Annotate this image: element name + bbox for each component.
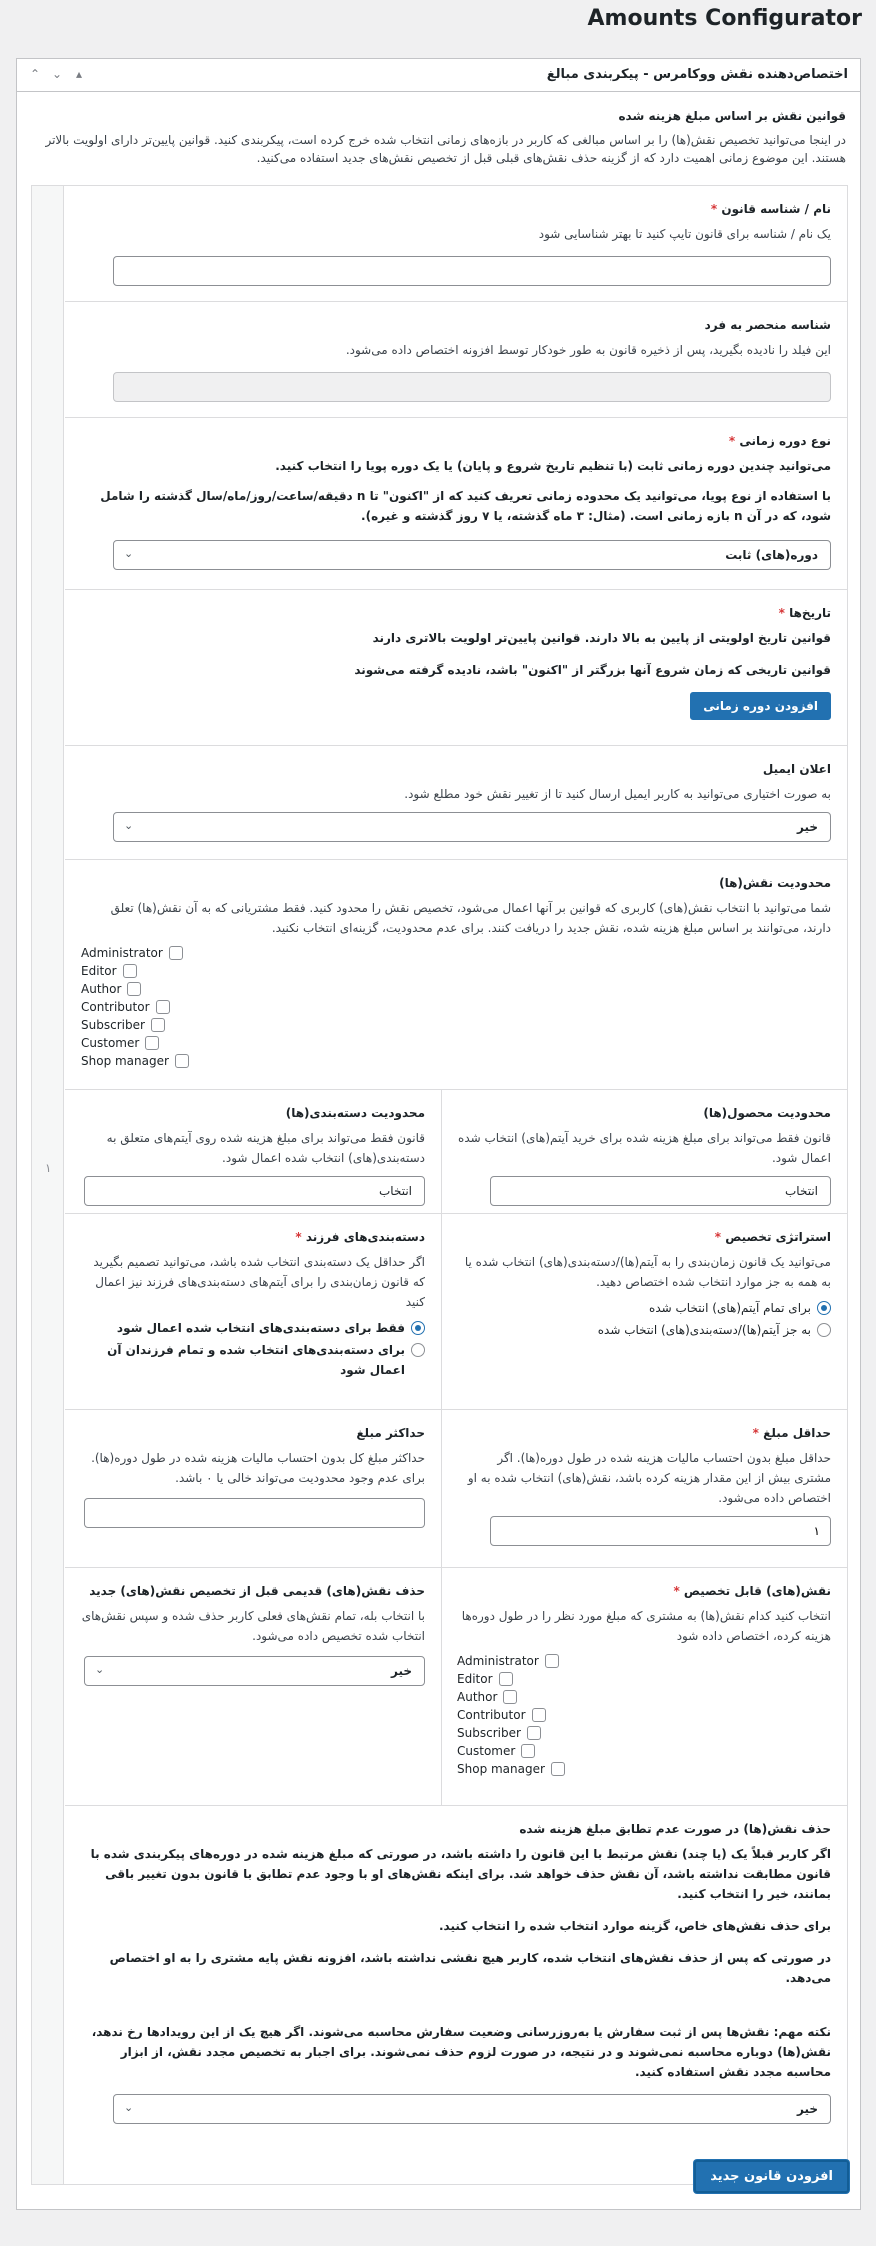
- toggle-panel-icon[interactable]: ▴: [75, 67, 83, 81]
- assign-role-option[interactable]: Contributor: [457, 1706, 831, 1724]
- dates-label: تاریخ‌ها *: [778, 606, 831, 620]
- field-roles-limit: [65, 860, 847, 1090]
- radio[interactable]: [817, 1323, 831, 1337]
- intro-section: [31, 109, 846, 167]
- intro-text: در اینجا می‌توانید تخصیص نقش(ها) را بر اساس مبالغی که کاربر در بازه‌های زمانی انتخاب شده خرج کرده است، پیکربندی کنید. قوانین پایین‌تر دارای اولویت بالاتر هستند. این موضوع زمانی اهمیت دارد که از گزینه حذف نقش‌های قبلی قبل از تخصیص نقش‌های جدید استفاده می‌کنید.: [45, 133, 846, 165]
- remove-mismatch-desc-3: در صورتی که پس از حذف نقش‌های انتخاب شده، کاربر هیچ نقشی نداشته باشد، افزونه نقش پایه مشتری را به او اختصاص می‌دهد.: [109, 1951, 831, 1985]
- field-category-limit: [65, 1090, 441, 1214]
- add-new-rule-button[interactable]: افزودن قانون جدید: [694, 2160, 849, 2193]
- remove-mismatch-desc-1: اگر کاربر قبلاً یک (یا چند) نقش مرتبط با این قانون را داشته باشد، در صورتی که مبلغ هزینه شده در دوره‌های پیکربندی شده با قانون مطابقت نداشته باشد، آن نقش حذف خواهد شد. برای اینکه نقش‌های او با وجود عدم تطابق با قانون بدون تغییر باقی بمانند، خیر را انتخاب کنید.: [90, 1847, 831, 1901]
- roles-limit-option[interactable]: Administrator: [81, 944, 831, 962]
- intro-heading: قوانین نقش بر اساس مبلغ هزینه شده: [618, 109, 846, 123]
- remove-mismatch-value: خیر: [796, 2102, 818, 2116]
- chevron-down-icon: ⌄: [124, 2101, 134, 2114]
- child-cats-desc: اگر حداقل یک دسته‌بندی انتخاب شده باشد، می‌توانید تصمیم بگیرید که قانون زمان‌بندی را برای آیتم‌های دسته‌بندی‌های فرزند نیز اعمال کنید: [93, 1255, 425, 1309]
- checkbox[interactable]: [532, 1708, 546, 1722]
- postbox-header: [17, 59, 860, 92]
- rule-name-desc: یک نام / شناسه برای قانون تایپ کنید تا بهتر شناسایی شود: [538, 227, 831, 241]
- checkbox[interactable]: [175, 1054, 189, 1068]
- min-amount-desc: حداقل مبلغ بدون احتساب مالیات هزینه شده در طول دوره(ها). اگر مشتری بیش از این مقدار هزینه کرده باشد، نقش(های) انتخاب شده به او اختصاص داده می‌شود.: [467, 1451, 831, 1505]
- child-cats-label: دسته‌بندی‌های فرزند *: [295, 1230, 425, 1244]
- rule-name-input[interactable]: [113, 256, 831, 286]
- period-type-label: نوع دوره زمانی *: [728, 434, 831, 448]
- checkbox[interactable]: [127, 982, 141, 996]
- rule-gutter: [32, 186, 64, 2184]
- assign-role-option[interactable]: Customer: [457, 1742, 831, 1760]
- move-up-icon[interactable]: ⌃: [29, 67, 41, 81]
- move-down-icon[interactable]: ⌄: [51, 67, 63, 81]
- roles-limit-option[interactable]: Contributor: [81, 998, 831, 1016]
- strategy-label: استراتژی تخصیص *: [714, 1230, 831, 1244]
- radio[interactable]: [817, 1301, 831, 1315]
- unique-id-label: شناسه منحصر به فرد: [704, 318, 831, 332]
- amounts-postbox: [16, 58, 861, 2210]
- roles-limit-option[interactable]: Customer: [81, 1034, 831, 1052]
- assign-role-option[interactable]: Subscriber: [457, 1724, 831, 1742]
- chevron-down-icon: ⌄: [124, 547, 134, 560]
- roles-limit-option[interactable]: Author: [81, 980, 831, 998]
- column-divider: [441, 1090, 442, 1806]
- rule-container: [31, 185, 848, 2185]
- checkbox[interactable]: [521, 1744, 535, 1758]
- rule-index: ۱: [45, 1161, 52, 1175]
- remove-mismatch-note: نکته مهم: نقش‌ها پس از ثبت سفارش یا به‌روزرسانی وضعیت سفارش محاسبه می‌شوند. اگر هیچ یک از این رویدادها رخ ندهد، نقش(ها) دوباره محاسبه نمی‌شوند و در نتیجه، در صورت لزوم حذف نمی‌شوند. برای اجبار به تخصیص مجدد نقش، از ابزار محاسبه مجدد نقش استفاده کنید.: [91, 2025, 831, 2079]
- checkbox[interactable]: [169, 946, 183, 960]
- radio[interactable]: [411, 1343, 425, 1357]
- email-desc: به صورت اختیاری می‌توانید به کاربر ایمیل ارسال کنید تا از تغییر نقش خود مطلع شود.: [404, 787, 831, 801]
- assign-role-option[interactable]: Author: [457, 1688, 831, 1706]
- unique-id-desc: این فیلد را نادیده بگیرید، پس از ذخیره قانون به طور خودکار توسط افزونه اختصاص داده می‌شود.: [345, 343, 831, 357]
- radio[interactable]: [411, 1321, 425, 1335]
- remove-mismatch-label: حذف نقش(ها) در صورت عدم تطابق مبلغ هزینه شده: [519, 1822, 831, 1836]
- field-strategy: [441, 1214, 847, 1410]
- strategy-desc: می‌توانید یک قانون زمان‌بندی را به آیتم(ها)/دسته‌بندی(های) انتخاب شده یا به همه به جز موارد انتخاب شده اختصاص دهید.: [464, 1255, 831, 1289]
- field-child-categories: [65, 1214, 441, 1410]
- assign-role-option[interactable]: Editor: [457, 1670, 831, 1688]
- field-rule-name: [65, 186, 847, 302]
- checkbox[interactable]: [545, 1654, 559, 1668]
- postbox-title: اختصاص‌دهنده نقش ووکامرس - پیکربندی مبالغ: [546, 67, 848, 82]
- roles-limit-option[interactable]: Subscriber: [81, 1016, 831, 1034]
- field-unique-id: [65, 302, 847, 418]
- roles-limit-option[interactable]: Editor: [81, 962, 831, 980]
- field-email-notification: [65, 746, 847, 860]
- dates-desc-2: قوانین تاریخی که زمان شروع آنها بزرگتر از "اکنون" باشد، نادیده گرفته می‌شوند: [354, 663, 831, 677]
- assign-roles-label: نقش(های) قابل تخصیص *: [673, 1584, 831, 1598]
- checkbox[interactable]: [151, 1018, 165, 1032]
- roles-limit-desc: شما می‌توانید با انتخاب نقش(های) کاربری که قوانین بر آنها اعمال می‌شود، تخصیص نقش را محدود کنید. فقط مشتریانی که به آن نقش(ها) تعلق دارند، می‌توانند بر اساس مبلغ هزینه شده، نقش جدید را دریافت کنند. برای عدم محدودیت، گزینه‌ای انتخاب نکنید.: [110, 901, 831, 935]
- min-amount-input[interactable]: [490, 1516, 831, 1546]
- strategy-option-selected[interactable]: برای تمام آیتم(های) انتخاب شده: [457, 1298, 831, 1318]
- max-amount-desc: حداکثر مبلغ کل بدون احتساب مالیات هزینه شده در طول دوره(ها). برای عدم وجود محدودیت می‌تواند خالی یا ۰ باشد.: [91, 1451, 425, 1485]
- min-amount-label: حداقل مبلغ *: [752, 1426, 831, 1440]
- field-assign-roles: [441, 1568, 847, 1806]
- assign-role-option[interactable]: Shop manager: [457, 1760, 831, 1778]
- assign-role-option[interactable]: Administrator: [457, 1652, 831, 1670]
- postbox-controls: [27, 67, 87, 81]
- period-type-desc-2: با استفاده از نوع پویا، می‌توانید یک محدوده زمانی تعریف کنید که از "اکنون" تا n دقیقه/ساعت/روز/ماه/سال گذشته را شامل شود، که در آن n بازه زمانی است. (مثال: ۳ ماه گذشته، یا ۷ روز گذشته و غیره).: [100, 489, 831, 523]
- roles-limit-list: [81, 944, 831, 1070]
- field-remove-old-roles: [65, 1568, 441, 1806]
- period-type-value: دوره(های) ثابت: [725, 548, 818, 562]
- page-title: Amounts Configurator: [587, 6, 862, 31]
- email-value: خیر: [796, 820, 818, 834]
- email-label: اعلان ایمیل: [762, 762, 831, 776]
- remove-old-desc: با انتخاب بله، تمام نقش‌های فعلی کاربر حذف شده و سپس نقش‌های انتخاب شده تخصیص داده می‌شود.: [81, 1609, 425, 1643]
- remove-mismatch-desc-2: برای حذف نقش‌های خاص، گزینه موارد انتخاب شده را انتخاب کنید.: [439, 1919, 831, 1933]
- remove-old-value: خیر: [390, 1664, 412, 1678]
- assign-roles-list: [457, 1652, 831, 1778]
- max-amount-input[interactable]: [84, 1498, 425, 1528]
- checkbox[interactable]: [551, 1762, 565, 1776]
- checkbox[interactable]: [527, 1726, 541, 1740]
- checkbox[interactable]: [123, 964, 137, 978]
- field-max-amount: [65, 1410, 441, 1568]
- period-type-desc-1: می‌توانید چندین دوره زمانی ثابت (با تنظیم تاریخ شروع و پایان) یا یک دوره پویا را انتخاب کنید.: [275, 459, 831, 473]
- category-limit-select[interactable]: انتخاب: [84, 1176, 425, 1206]
- checkbox[interactable]: [145, 1036, 159, 1050]
- roles-limit-option[interactable]: Shop manager: [81, 1052, 831, 1070]
- child-cats-option-only[interactable]: فقط برای دسته‌بندی‌های انتخاب شده اعمال شود: [81, 1318, 425, 1338]
- strategy-option-except[interactable]: به جز آیتم(ها)/دسته‌بندی(های) انتخاب شده: [457, 1320, 831, 1340]
- unique-id-input: [113, 372, 831, 402]
- remove-old-select[interactable]: [84, 1656, 425, 1686]
- max-amount-label: حداکثر مبلغ: [356, 1426, 425, 1440]
- category-limit-label: محدودیت دسته‌بندی(ها): [285, 1106, 425, 1120]
- child-cats-option-all[interactable]: برای دسته‌بندی‌های انتخاب شده و تمام فرزندان آن اعمال شود: [81, 1340, 425, 1380]
- remove-mismatch-select[interactable]: [113, 2094, 831, 2124]
- assign-roles-desc: انتخاب کنید کدام نقش(ها) به مشتری که مبلغ مورد نظر را در طول دوره‌ها هزینه کرده، اختصاص داده شود: [461, 1609, 831, 1643]
- field-min-amount: [441, 1410, 847, 1568]
- product-limit-label: محدودیت محصول(ها): [703, 1106, 831, 1120]
- chevron-down-icon: ⌄: [124, 819, 134, 832]
- checkbox[interactable]: [503, 1690, 517, 1704]
- field-remove-mismatch: [65, 1806, 847, 2186]
- email-select[interactable]: [113, 812, 831, 842]
- field-period-type: [65, 418, 847, 590]
- field-dates: [65, 590, 847, 746]
- add-period-button[interactable]: افزودن دوره زمانی: [690, 692, 831, 720]
- roles-limit-label: محدودیت نقش(ها): [719, 876, 831, 890]
- category-limit-desc: قانون فقط می‌تواند برای مبلغ هزینه شده روی آیتم‌های متعلق به دسته‌بندی(های) انتخاب شده اعمال شود.: [106, 1131, 425, 1165]
- checkbox[interactable]: [156, 1000, 170, 1014]
- dates-desc-1: قوانین تاریخ اولویتی از پایین به بالا دارند. قوانین پایین‌تر اولویت بالاتری دارند: [372, 631, 831, 645]
- product-limit-desc: قانون فقط می‌تواند برای مبلغ هزینه شده برای خرید آیتم(های) انتخاب شده اعمال شود.: [458, 1131, 831, 1165]
- chevron-down-icon: ⌄: [95, 1663, 105, 1676]
- rule-name-label: نام / شناسه قانون *: [710, 202, 831, 216]
- period-type-select[interactable]: [113, 540, 831, 570]
- field-product-limit: [441, 1090, 847, 1214]
- product-limit-select[interactable]: انتخاب: [490, 1176, 831, 1206]
- checkbox[interactable]: [499, 1672, 513, 1686]
- remove-old-label: حذف نقش(های) قدیمی قبل از تخصیص نقش(های) جدید: [89, 1584, 425, 1598]
